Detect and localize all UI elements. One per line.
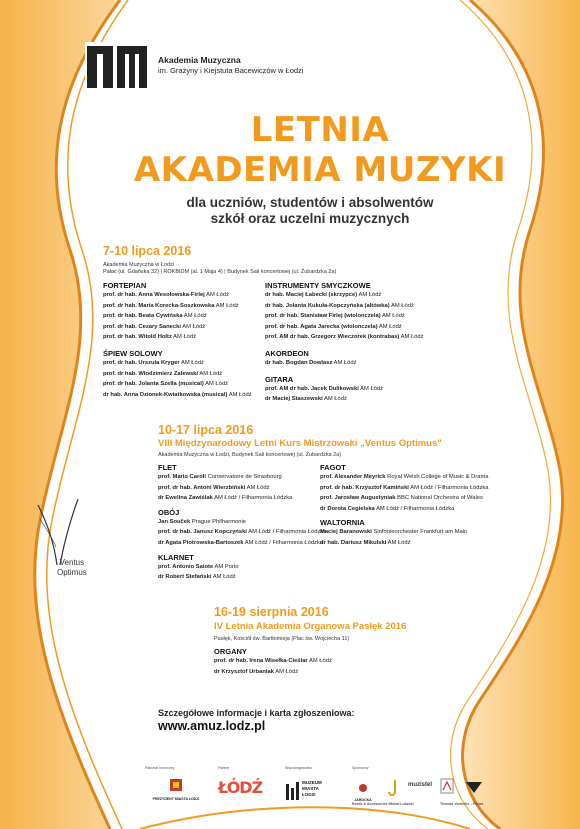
partner-label: Partner [218, 766, 230, 770]
sponsorzy-label: Sponsorzy [352, 766, 369, 770]
event1-date: 7-10 lipca 2016 [103, 244, 192, 258]
section-heading: INSTRUMENTY SMYCZKOWE [265, 281, 371, 290]
list-item: dr hab. Maciej Łabecki (skrzypce) AM Łódź [265, 292, 382, 298]
sponsor-j-logo-icon [386, 778, 400, 798]
list-item: prof. dr hab. Janusz Kopczyński AM Łódź / Filharmonia Łódzka [158, 529, 327, 536]
section-heading: FAGOT [320, 463, 346, 472]
section-heading: FLET [158, 463, 177, 472]
list-item: prof. dr hab. Włodzimierz Zalewski AM Łódź [103, 370, 223, 377]
list-item: dr Maciej Staszewski AM Łódź [265, 396, 347, 403]
list-item: prof. dr hab. Jolanta Szella (musical) AM Łódź [103, 381, 229, 388]
list-item: dr hab. Bogdan Dowlasz AM Łódź [265, 359, 357, 366]
list-item: prof. dr hab. Agata Jarecka (wiolonczela) AM Łódź [265, 323, 402, 330]
info-text: Szczegółowe informacje i karta zgłoszeniowa: [158, 708, 355, 718]
list-item: prof. dr hab. Beata Cywińska AM Łódź [103, 313, 207, 320]
event1-venue-line2: Pałac (ul. Gdańska 32) | ROKBIDM (al. 1 Maja 4) | Budynek Sali koncertowej (ul. Żubardzka 2a) [103, 269, 337, 275]
list-item: prof. Mario Caroli Conservatoire de Strasbourg [158, 474, 282, 480]
event1-left-column [103, 281, 253, 400]
jarocka-logo: JAROCKA [350, 780, 376, 802]
list-item: prof. dr hab. Witold Holtz AM Łódź [103, 334, 197, 341]
lodz-logo: ŁÓDŹ [218, 778, 263, 797]
event3-column [214, 647, 414, 677]
event2-right-column [320, 463, 500, 549]
ventus-optimus-label: Ventus Optimus [57, 558, 87, 577]
list-item: dr Robert Stefański AM Łódź [158, 574, 236, 581]
section-heading: AKORDEON [265, 348, 309, 358]
list-item: prof. dr hab. Cezary Sanecki AM Łódź [103, 323, 206, 330]
list-item: prof. Alexander Meyrick Royal Welsh College of Music & Drama [320, 474, 489, 480]
section-heading: FORTEPIAN [103, 281, 147, 290]
prezydent-logo: PREZYDENT MIASTA ŁODZI [148, 778, 204, 804]
jarocka-mark-icon [358, 783, 368, 793]
event1-venue-line1: Akademia Muzyczna w Łodzi [103, 262, 174, 268]
section-heading: ORGANY [214, 647, 247, 656]
city-crest-icon [169, 778, 183, 792]
event3-date: 16-19 sierpnia 2016 [214, 605, 329, 619]
subtitle-line1: dla uczniów, studentów i absolwentów [186, 195, 434, 210]
list-item: Maciej Baranowski Sinfonieorchester Frankfurt am Main [320, 529, 468, 536]
list-item: prof. dr hab. Krzysztof Kamiński AM Łódź / Filharmonia Łódzka [320, 484, 489, 491]
section-heading: OBÓJ [158, 507, 180, 517]
list-item: prof. Antonio Saiote AM Porto [158, 563, 239, 570]
event2-date: 10-17 lipca 2016 [158, 423, 254, 437]
sponsor-mark-icon [440, 778, 454, 794]
list-item: prof. dr hab. Anna Wesołowska-Firlej AM Łódź [103, 292, 229, 298]
event1-right-column [265, 281, 445, 405]
section-heading: KLARNET [158, 552, 194, 562]
subtitle-line2: szkół oraz uczelni muzycznych [210, 211, 410, 226]
list-item: prof. dr hab. Maria Korecka-Soszkowska AM Łódź [103, 302, 239, 309]
list-item: prof. dr hab. Stanisław Firlej (wiolonczela) AM Łódź [265, 313, 405, 320]
list-item: prof. AM dr hab. Jacek Dulikowski AM Łódź [265, 385, 384, 392]
list-item: prof. dr hab. Urszula Kryger AM Łódź [103, 359, 204, 366]
reeds-caption: Reeds & Accessories Michał Lubecki [352, 802, 414, 806]
list-item: prof. Jarosław Augustyniak BBC National Orchestra of Wales [320, 495, 483, 502]
list-item: dr Dorota Cegielska AM Łódź / Filharmonia Łódzka [320, 505, 455, 512]
list-item: dr Ewelina Zawiślak AM Łódź / Filharmonia Łódzka [158, 495, 293, 502]
thomas-caption: Thomas Vornelier – Flutes [440, 802, 484, 806]
thomas-vornelier-logo-icon [465, 780, 483, 794]
list-item: dr hab. Jolanta Kukuła-Kopczyńska (altówka) AM Łódź [265, 302, 414, 309]
title-line2: AKADEMIA MUZYKI [133, 150, 507, 190]
list-item: dr Krzysztof Urbaniak AM Łódź [214, 668, 299, 675]
list-item: prof. dr hab. Irena Wisełka-Cieślar AM Łódź [214, 658, 332, 664]
event2-left-column [158, 463, 327, 583]
wspolorganizator-label: Współorganizator [285, 766, 313, 770]
academy-logo [85, 42, 149, 92]
website-link[interactable]: www.amuz.lodz.pl [158, 719, 266, 733]
title-line1: LETNIA [250, 110, 390, 150]
event3-course: IV Letnia Akademia Organowa Pasłęk 2016 [214, 621, 407, 632]
muzeum-logo: MUZEUM MIASTA ŁODZI [285, 780, 335, 806]
org-name: Akademia Muzyczna [158, 55, 241, 65]
museum-mark-icon [285, 780, 299, 800]
org-subname: im. Grażyny i Kiejstuta Bacewiczów w Łodzi [158, 66, 304, 75]
list-item: Jan Souček Prague Philharmonie [158, 518, 246, 525]
section-heading: GITARA [265, 374, 294, 384]
event2-venue: Akademia Muzyczna w Łodzi, Budynek Sali koncertowej (ul. Żubardzka 2a) [158, 452, 342, 458]
section-heading: WALTORNIA [320, 518, 365, 528]
muzistel-logo: muzistel [408, 782, 433, 788]
list-item: dr hab. Anna Dzionek-Kwiatkowska (musical) AM Łódź [103, 391, 252, 398]
list-item: dr hab. Dariusz Mikulski AM Łódź [320, 539, 411, 546]
list-item: prof. dr hab. Antoni Wierzbiński AM Łódź [158, 484, 270, 491]
patronat-label: Patronat honorowy [145, 766, 175, 770]
list-item: prof. AM dr hab. Grzegorz Wieczorek (kontrabas) AM Łódź [265, 334, 424, 341]
list-item: dr Agata Piotrowska-Bartoszek AM Łódź / Filharmonia Łódzka [158, 539, 324, 546]
section-heading: ŚPIEW SOLOWY [103, 348, 163, 358]
event3-venue: Pasłęk, Kościół św. Bartłomieja (Plac św. Wojciecha 11) [214, 636, 350, 642]
event2-course: VIII Międzynarodowy Letni Kurs Mistrzowski „Ventus Optimus" [158, 438, 442, 449]
